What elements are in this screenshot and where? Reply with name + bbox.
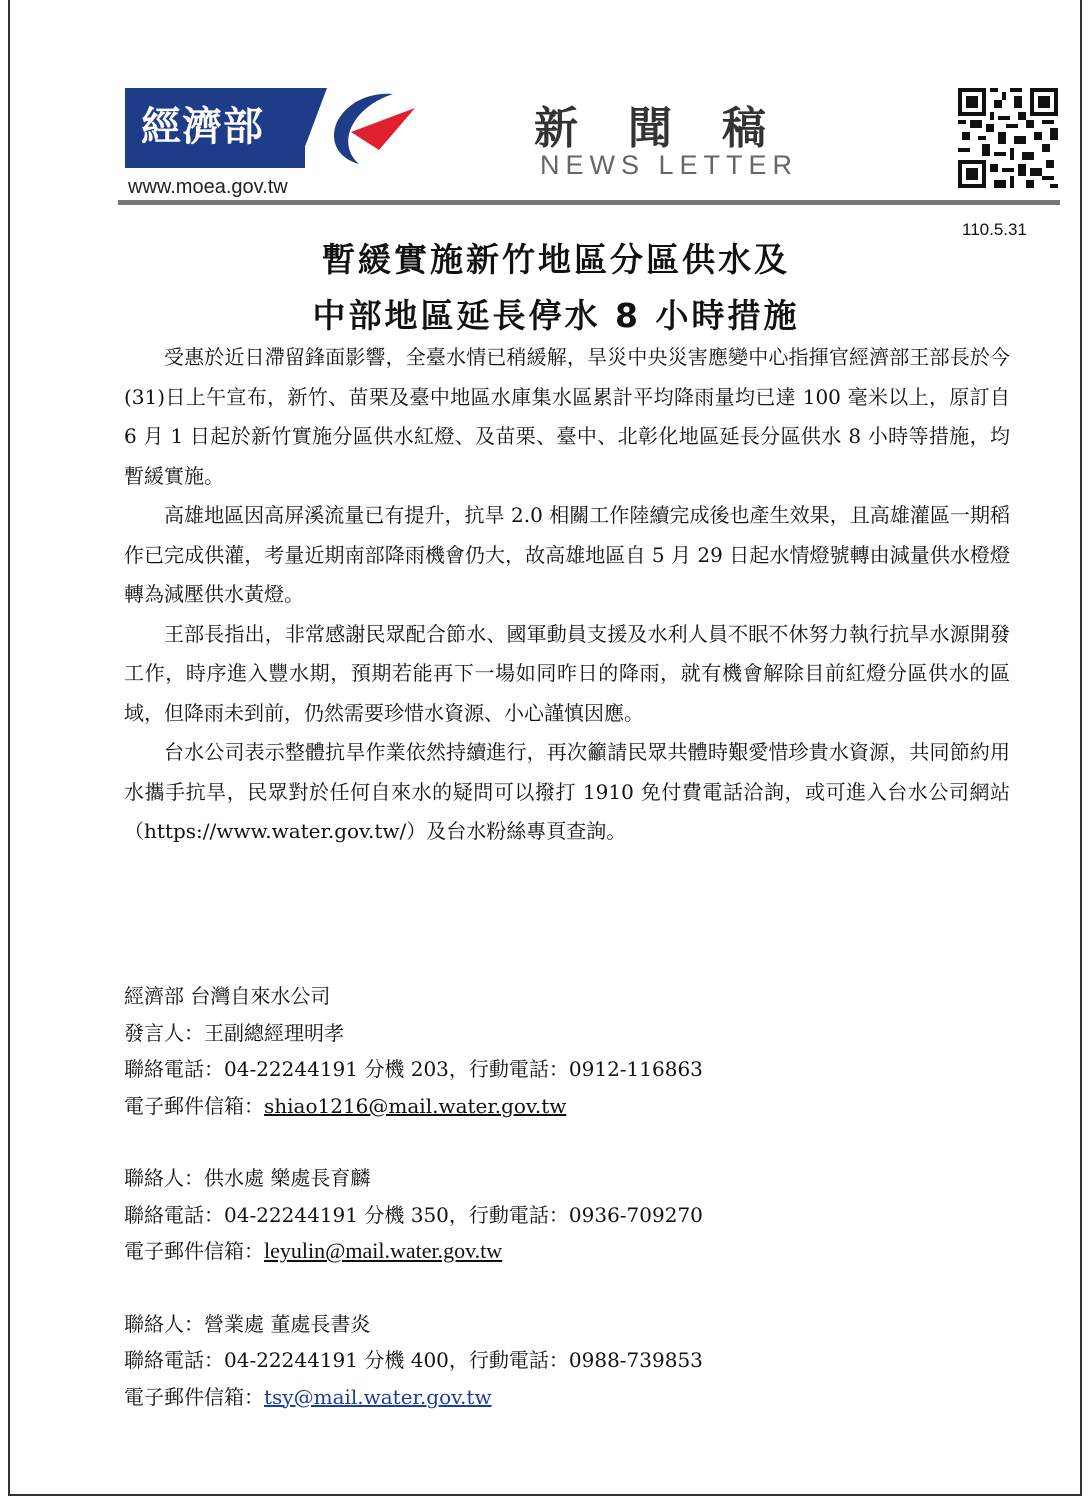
contact-phone: 聯絡電話：04-22244191 分機 350，行動電話：0936-709270 [124,1202,703,1227]
headline-line-1: 暫緩實施新竹地區分區供水及 [322,240,790,279]
release-date: 110.5.31 [962,220,1027,239]
contact-block [124,978,1004,1124]
logo-text: 經濟部 [141,104,264,150]
logo-mark-icon [275,88,415,168]
contact-org: 經濟部 台灣自來水公司 [124,984,331,1008]
contact-person: 聯絡人：營業處 董處長書炎 [124,1311,371,1336]
contact-phone: 聯絡電話：04-22244191 分機 400，行動電話：0988-739853 [124,1348,703,1372]
article-body [124,338,1010,852]
moea-logo [125,88,415,168]
contact-person: 發言人：王副總經理明孝 [124,1020,344,1045]
contact-email-row [124,1379,1004,1416]
website-url: www.moea.gov.tw [128,176,288,198]
page-title: 新聞稿 [534,103,816,154]
paragraph: 台水公司表示整體抗旱作業依然持續進行，再次籲請民眾共體時艱愛惜珍貴水資源，共同節約用水攜手抗旱，民眾對於任何自來水的疑問可以撥打 1910 免付費電話洽詢，或可進入台水公司網站（https://www.water.gov.tw/）及台水粉絲專頁查詢。 [124,740,1010,843]
contact-list [124,978,1004,1451]
header-divider [118,200,1060,205]
email-link[interactable]: leyulin@mail.water.gov.tw [264,1238,503,1263]
contact-block [124,1160,1004,1270]
email-label: 電子郵件信箱： [124,1384,264,1409]
contact-phone: 聯絡電話：04-22244191 分機 203，行動電話：0912-116863 [124,1057,703,1081]
paragraph: 受惠於近日滯留鋒面影響，全臺水情已稍緩解，旱災中央災害應變中心指揮官經濟部王部長於今(31)日上午宣布，新竹、苗栗及臺中地區水庫集水區累計平均降雨量均已達 100 毫米以上，原訂自 6 月 1 日起於新竹實施分區供水紅燈、及苗栗、臺中、北彰化地區延長分區供水 8 小時等措施，均暫緩實施。 [124,345,1010,488]
email-label: 電子郵件信箱： [124,1093,264,1118]
contact-email-row [124,1233,1004,1270]
contact-person: 聯絡人：供水處 樂處長育麟 [124,1166,371,1190]
qr-code-icon [958,88,1058,188]
email-link[interactable]: shiao1216@mail.water.gov.tw [264,1093,567,1118]
email-label: 電子郵件信箱： [124,1239,264,1263]
page-subtitle: NEWS LETTER [540,150,799,180]
contact-block [124,1306,1004,1416]
headline-line-2: 中部地區延長停水 8 小時措施 [312,296,800,335]
email-link[interactable]: tsy@mail.water.gov.tw [264,1384,492,1409]
paragraph: 王部長指出，非常感謝民眾配合節水、國軍動員支援及水利人員不眠不休努力執行抗旱水源開發工作，時序進入豐水期，預期若能再下一場如同昨日的降雨，就有機會解除目前紅燈分區供水的區域，但降雨未到前，仍然需要珍惜水資源、小心謹慎因應。 [124,621,1010,725]
paragraph: 高雄地區因高屏溪流量已有提升，抗旱 2.0 相關工作陸續完成後也產生效果，且高雄灌區一期稻作已完成供灌，考量近期南部降雨機會仍大，故高雄地區自 5 月 29 日起水情燈號轉由減量供水橙燈轉為減壓供水黃燈。 [124,503,1010,606]
contact-email-row [124,1088,1004,1125]
